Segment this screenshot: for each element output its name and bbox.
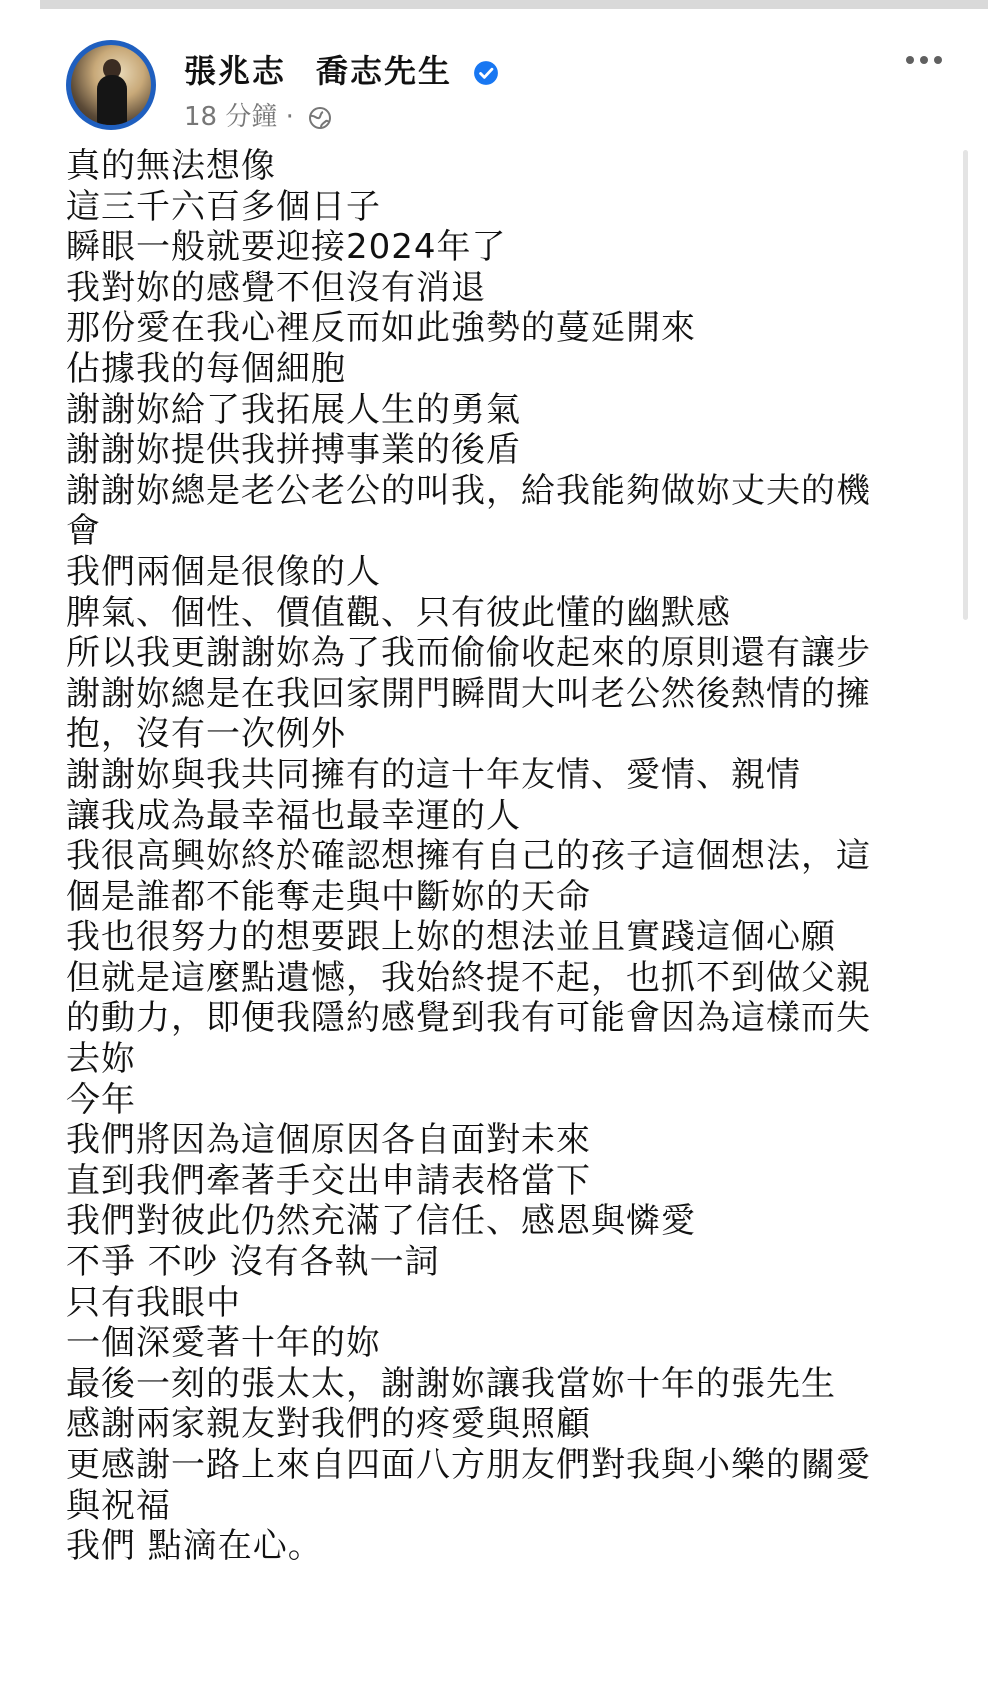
post-text-line: 會 xyxy=(66,511,101,552)
post-text-line: 個是誰都不能奪走與中斷妳的天命 xyxy=(66,876,591,917)
post-text-line: 一個深愛著十年的妳 xyxy=(66,1323,381,1364)
post-text-line: 謝謝妳與我共同擁有的這十年友情、愛情、親情 xyxy=(66,754,801,795)
author-avatar[interactable] xyxy=(66,40,156,130)
globe-icon[interactable] xyxy=(308,106,332,130)
post-text-line: 不爭 不吵 沒有各執一詞 xyxy=(66,1242,440,1283)
post-text-line: 抱，沒有一次例外 xyxy=(66,714,346,755)
post-text-line: 與祝福 xyxy=(66,1485,171,1526)
post-text-line: 脾氣、個性、價值觀、只有彼此懂的幽默感 xyxy=(66,592,731,633)
author-line xyxy=(184,46,499,92)
post-text-line: 我對妳的感覺不但沒有消退 xyxy=(66,267,486,308)
post-text-line: 這三千六百多個日子 xyxy=(66,186,381,227)
scrollbar-thumb[interactable] xyxy=(963,150,968,620)
post-text-line: 讓我成為最幸福也最幸運的人 xyxy=(66,795,521,836)
post-text-line: 謝謝妳給了我拓展人生的勇氣 xyxy=(66,389,521,430)
post-text-line: 佔據我的每個細胞 xyxy=(66,348,346,389)
post-body-text xyxy=(66,146,946,1567)
post-text-line: 最後一刻的張太太，謝謝妳讓我當妳十年的張先生 xyxy=(66,1363,836,1404)
post-text-line: 我們兩個是很像的人 xyxy=(66,551,381,592)
author-name[interactable]: 張兆志 xyxy=(184,52,287,90)
post-text-line: 更感謝一路上來自四面八方朋友們對我與小樂的關愛 xyxy=(66,1445,871,1485)
post-text-line: 謝謝妳總是老公老公的叫我，給我能夠做妳丈夫的機 xyxy=(66,470,871,511)
post-text-line: 但就是這麼點遺憾，我始終提不起，也抓不到做父親 xyxy=(66,957,871,998)
post-text-line: 謝謝妳總是在我回家開門瞬間大叫老公然後熱情的擁 xyxy=(66,673,871,714)
post-text-line: 真的無法想像 xyxy=(66,146,276,186)
post-text-line: 我也很努力的想要跟上妳的想法並且實踐這個心願 xyxy=(66,917,836,958)
post-text-line: 去妳 xyxy=(66,1039,136,1080)
meta-separator: · xyxy=(285,102,294,132)
post-text-line: 只有我眼中 xyxy=(66,1282,241,1323)
post-text-line: 我很高興妳終於確認想擁有自己的孩子這個想法，這 xyxy=(66,836,871,877)
post-text-line: 的動力，即便我隱約感覺到我有可能會因為這樣而失 xyxy=(66,998,871,1039)
top-edge-bar xyxy=(40,0,988,9)
post-text-line: 直到我們牽著手交出申請表格當下 xyxy=(66,1160,591,1201)
post-timestamp[interactable]: 18 分鐘 xyxy=(184,102,278,132)
avatar-photo xyxy=(71,45,151,125)
post-text-line: 我們將因為這個原因各自面對未來 xyxy=(66,1120,591,1161)
post-text-line: 所以我更謝謝妳為了我而偷偷收起來的原則還有讓步 xyxy=(66,633,871,674)
tagged-name[interactable]: 喬志先生 xyxy=(316,52,453,90)
verified-badge-icon xyxy=(473,60,499,86)
post-meta xyxy=(184,96,332,133)
post-text-line: 我們對彼此仍然充滿了信任、感恩與憐愛 xyxy=(66,1201,696,1242)
avatar-figure xyxy=(97,75,127,125)
more-options-icon[interactable] xyxy=(902,50,946,70)
post-text-line: 那份愛在我心裡反而如此強勢的蔓延開來 xyxy=(66,308,696,349)
post-header xyxy=(66,40,946,140)
post-text-line: 感謝兩家親友對我們的疼愛與照顧 xyxy=(66,1404,591,1445)
post-text-line: 瞬眼一般就要迎接2024年了 xyxy=(66,227,507,268)
post-text-line: 謝謝妳提供我拼搏事業的後盾 xyxy=(66,430,521,471)
post-text-line: 我們 點滴在心。 xyxy=(66,1526,323,1567)
post-text-line: 今年 xyxy=(66,1079,136,1120)
